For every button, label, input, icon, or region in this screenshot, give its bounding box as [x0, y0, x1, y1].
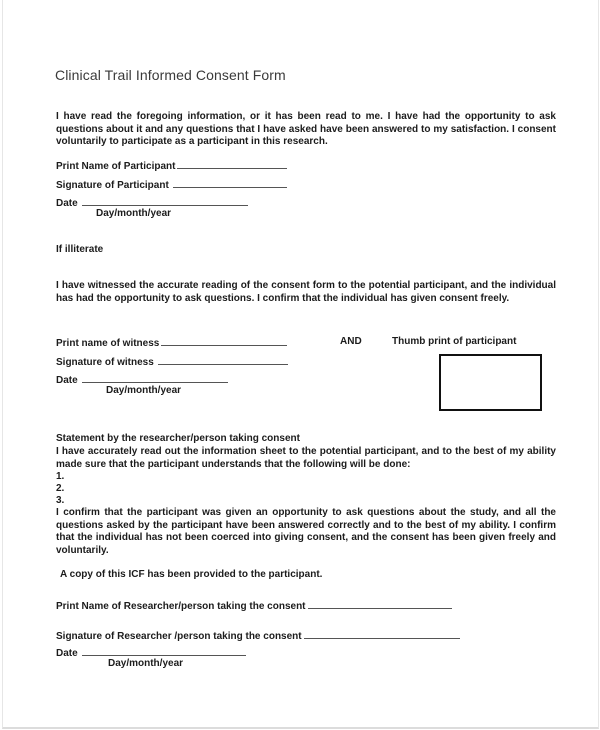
researcher-date-label: Date: [56, 648, 78, 659]
thumb-print-box[interactable]: [439, 354, 542, 411]
witness-print-name-line[interactable]: [161, 336, 287, 346]
researcher-date-line[interactable]: [82, 646, 246, 656]
illiterate-heading: If illiterate: [56, 244, 104, 255]
participant-print-name-field[interactable]: [56, 159, 287, 172]
numbered-item-3: 3.: [56, 495, 65, 506]
participant-date-line[interactable]: [82, 196, 248, 206]
form-title: Clinical Trail Informed Consent Form: [55, 67, 286, 83]
participant-signature-field[interactable]: [56, 178, 287, 191]
witness-statement: I have witnessed the accurate reading of the consent form to the potential participant, and the individual has had the opportunity to ask questions. I confirm that the individual has given consent freely.: [56, 280, 556, 304]
researcher-print-name-label: Print Name of Researcher/person taking the consent: [56, 601, 306, 612]
researcher-statement: I have accurately read out the information sheet to the potential participant, and to the best of my ability made sure that the participant understands that the following will be done:: [56, 446, 556, 470]
researcher-print-name-field[interactable]: [56, 599, 452, 612]
participant-print-name-label: Print Name of Participant: [56, 161, 176, 172]
researcher-signature-line[interactable]: [304, 629, 460, 639]
researcher-print-name-line[interactable]: [308, 599, 452, 609]
witness-date-line[interactable]: [82, 373, 228, 383]
participant-date-label: Date: [56, 198, 78, 209]
numbered-item-2: 2.: [56, 483, 65, 494]
researcher-heading: Statement by the researcher/person taking consent: [56, 433, 300, 444]
confirmation-statement: I confirm that the participant was given an opportunity to ask questions about the study, and all the questions asked by the participant have been answered correctly and to the best of my ability. I confirm that the individual has not been coerced into giving consent, and the consent has been given freely and voluntarily.: [56, 507, 556, 556]
participant-date-format: Day/month/year: [96, 208, 172, 219]
witness-signature-line[interactable]: [158, 355, 288, 365]
witness-print-name-field[interactable]: [56, 336, 287, 349]
thumb-print-label: Thumb print of participant: [392, 336, 517, 347]
numbered-item-1: 1.: [56, 471, 65, 482]
participant-print-name-line[interactable]: [177, 159, 287, 169]
witness-date-format: Day/month/year: [106, 385, 182, 396]
participant-statement: I have read the foregoing information, or it has been read to me. I have had the opportunity to ask questions about it and any questions that I have asked have been answered to my satisfaction. I consent voluntarily to participate as a participant in this research.: [56, 111, 556, 147]
copy-note: A copy of this ICF has been provided to the participant.: [60, 569, 323, 580]
witness-date-label: Date: [56, 375, 78, 386]
witness-signature-field[interactable]: [56, 355, 288, 368]
witness-signature-label: Signature of witness: [56, 357, 154, 368]
participant-signature-line[interactable]: [173, 178, 287, 188]
witness-print-name-label: Print name of witness: [56, 338, 160, 349]
researcher-signature-label: Signature of Researcher /person taking the consent: [56, 631, 302, 642]
and-label: AND: [340, 336, 362, 347]
participant-signature-label: Signature of Participant: [56, 180, 169, 191]
researcher-signature-field[interactable]: [56, 629, 460, 642]
researcher-date-format: Day/month/year: [108, 658, 184, 669]
